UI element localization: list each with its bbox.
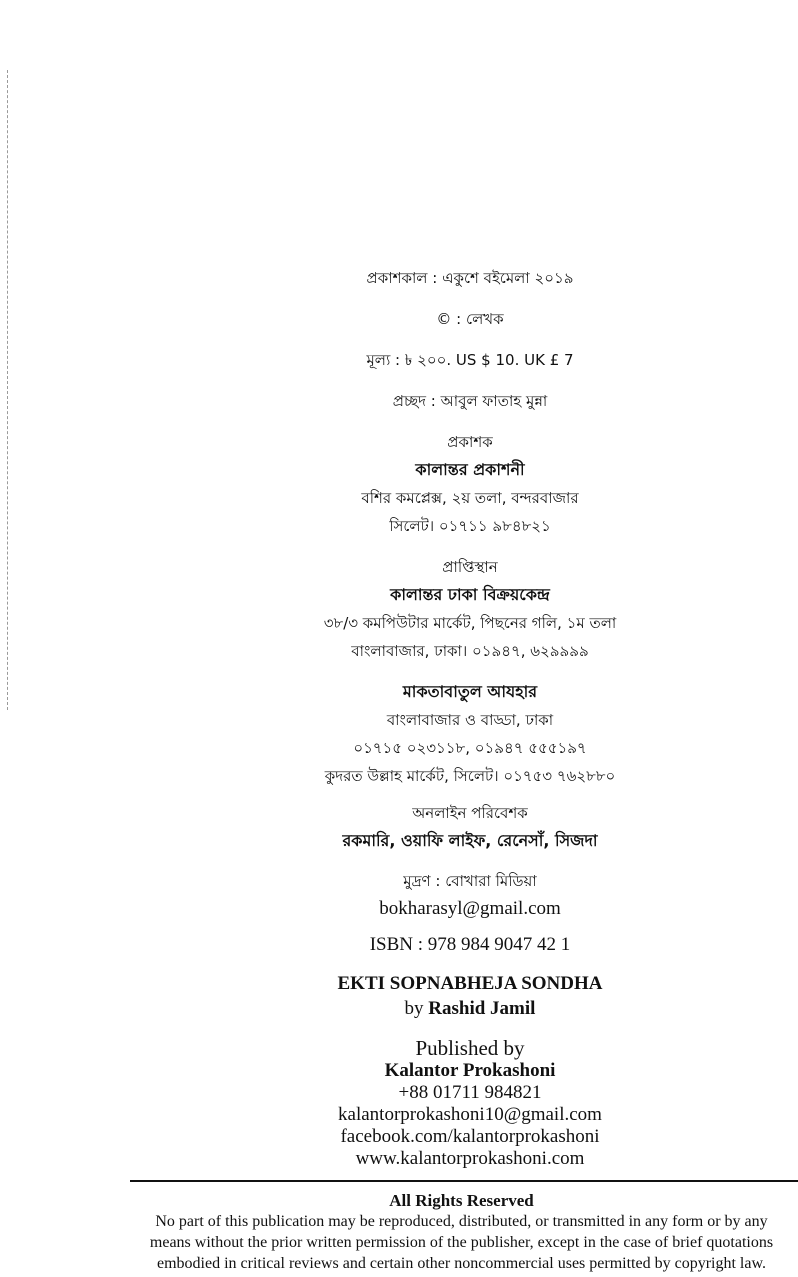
byline xyxy=(130,998,798,1020)
publication-time: প্রকাশকাল : একুশে বইমেলা ২০১৯ xyxy=(366,269,574,287)
dhaka-center-phone: বাংলাবাজার, ঢাকা। ০১৯৪৭, ৬২৯৯৯৯ xyxy=(351,642,589,660)
dhaka-center-name: কালান্তর ঢাকা বিক্রয়কেন্দ্র xyxy=(390,585,550,604)
divider-rule xyxy=(130,1180,798,1182)
online-distributors: রকমারি, ওয়াফি লাইফ, রেনেসাঁ, সিজদা xyxy=(342,831,598,850)
publisher-website: www.kalantorprokashoni.com xyxy=(355,1148,585,1169)
maktaba-address: বাংলাবাজার ও বাড্ডা, ঢাকা xyxy=(386,711,554,729)
rights-line-2: means without the prior written permission of the publisher, except in the case of brief quotations xyxy=(149,1234,774,1251)
publisher-english: Kalantor Prokashoni xyxy=(384,1060,556,1081)
byline-prefix: by xyxy=(404,998,429,1019)
printer-email: bokharasyl@gmail.com xyxy=(379,898,561,919)
cover-credit: প্রচ্ছদ : আবুল ফাতাহ মুন্না xyxy=(392,392,548,410)
rights-heading: All Rights Reserved xyxy=(389,1191,534,1210)
page-edge-mark xyxy=(7,70,8,710)
rights-notice xyxy=(125,1190,798,1274)
publisher-address: বশির কমপ্লেক্স, ২য় তলা, বন্দরবাজার xyxy=(361,489,579,507)
publisher-name: কালান্তর প্রকাশনী xyxy=(415,460,525,479)
publisher-phone: সিলেট। ০১৭১১ ৯৮৪৮২১ xyxy=(389,517,551,535)
publisher-heading: প্রকাশক xyxy=(447,433,493,451)
rights-line-3: embodied in critical reviews and certain other noncommercial uses permitted by copyright law. xyxy=(157,1255,766,1272)
isbn: ISBN : 978 984 9047 42 1 xyxy=(369,934,571,955)
copyright-line: © : লেখক xyxy=(436,310,504,328)
maktaba-sylhet: কুদরত উল্লাহ মার্কেট, সিলেট। ০১৭৫৩ ৭৬২৮৮০ xyxy=(324,767,616,785)
rights-line-1: No part of this publication may be reproduced, distributed, or transmitted in any form or by any xyxy=(155,1213,768,1230)
online-heading: অনলাইন পরিবেশক xyxy=(412,804,528,822)
published-by: Published by xyxy=(415,1036,525,1060)
publisher-facebook: facebook.com/kalantorprokashoni xyxy=(340,1126,600,1147)
price-line: মূল্য : ৳ ২০০. US $ 10. UK £ 7 xyxy=(366,351,574,369)
maktaba-phone: ০১৭১৫ ০২৩১১৮, ০১৯৪৭ ৫৫৫১৯৭ xyxy=(353,739,587,757)
availability-heading: প্রাপ্তিস্থান xyxy=(442,558,498,576)
author-name: Rashid Jamil xyxy=(428,998,536,1019)
maktaba-name: মাকতাবাতুল আযহার xyxy=(402,682,538,701)
printing-credit: মুদ্রণ : বোখারা মিডিয়া xyxy=(403,872,537,890)
dhaka-center-address: ৩৮/৩ কমপিউটার মার্কেট, পিছনের গলি, ১ম তলা xyxy=(323,614,617,632)
publisher-phone-english: +88 01711 984821 xyxy=(398,1082,542,1103)
book-title: EKTI SOPNABHEJA SONDHA xyxy=(337,973,603,994)
publisher-email: kalantorprokashoni10@gmail.com xyxy=(338,1104,602,1125)
